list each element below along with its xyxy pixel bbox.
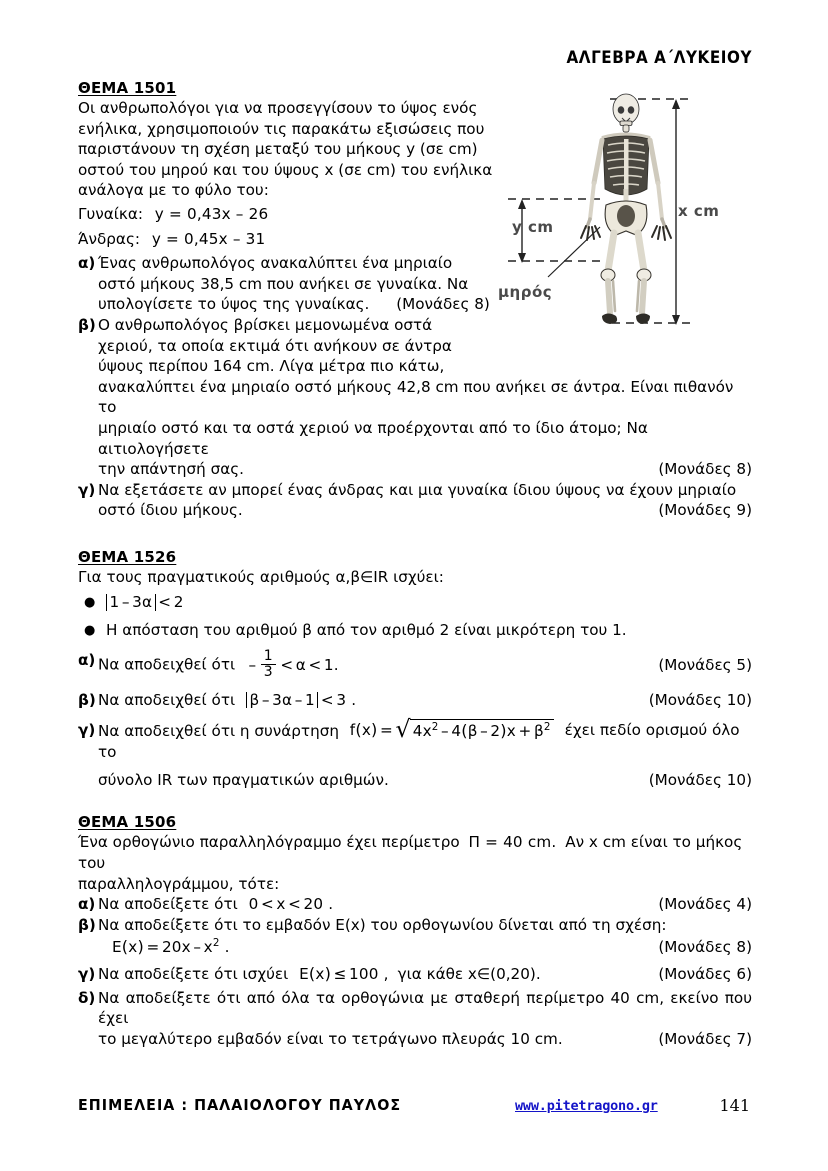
item-label-a: α) (78, 254, 96, 273)
item-c-text-before: Να αποδείξετε ότι ισχύει (98, 964, 289, 983)
item-c-text (98, 964, 541, 985)
item-c-line-2: σύνολο ΙR των πραγματικών αριθμών. (98, 770, 389, 789)
item-b-math: $E(x) = 20x - x^2$ . (112, 937, 230, 957)
item-b-line-1: Να αποδείξετε ότι το εμβαδόν Ε(x) του ορθογωνίου δίνεται από τη σχέση: (98, 915, 667, 934)
item-d-line-2: το μεγαλύτερο εμβαδόν είναι το τετράγωνο πλευράς 10 cm. (98, 1029, 563, 1048)
item-c-math: Ε(x) ≤ 100 , (299, 963, 394, 983)
problem-1526-bullet-1 (78, 592, 752, 613)
item-c-text-after: έχει πεδίο ορισμού όλο το (98, 721, 740, 762)
item-c-line-2-row (98, 770, 752, 791)
problem-1506-item-b (78, 915, 752, 958)
item-b-line-1: Ο ανθρωπολόγος βρίσκει μεμονωμένα οστά (98, 315, 433, 334)
item-b-line-2: χεριού, τα οποία εκτιμά ότι ανήκουν σε άντρα (98, 336, 452, 355)
figure-label-femur-length: y cm (512, 218, 554, 236)
item-b-line-4: ανακαλύπτει ένα μηριαίο οστό μήκους 42,8 cm που ανήκει σε άντρα. Είναι πιθανόν το (98, 377, 734, 417)
problem-1506-item-d (78, 988, 752, 1050)
bullet-dot-icon: ● (84, 595, 96, 611)
problem-1501-intro-line-2: ενήλικα, χρησιμοποιούν τις παρακάτω εξισώσεις που (78, 119, 485, 138)
intro-text-a: Ένα ορθογώνιο παραλληλόγραμμο έχει περίμετρο (78, 833, 460, 852)
item-label-c: γ) (78, 480, 96, 499)
item-a-text (98, 650, 339, 680)
item-c-text-before: Να αποδειχθεί ότι η συνάρτηση (98, 721, 339, 740)
item-b-line-3: ύψους περίπου 164 cm. Λίγα μέτρα πιο κάτω, (98, 357, 445, 376)
problem-1506-intro-line-2: παραλληλογράμμου, τότε: (78, 874, 280, 893)
item-b-marks: (Μονάδες 8) (658, 938, 752, 957)
problem-1526 (78, 547, 752, 790)
item-label-b: β) (78, 915, 96, 934)
problem-1501-intro-line-1: Οι ανθρωπολόγοι για να προσεγγίσουν το ύψος ενός (78, 99, 478, 117)
item-c-line-1 (98, 714, 752, 763)
item-c-marks: (Μονάδες 10) (648, 770, 752, 789)
item-a-text-before: Να αποδείξετε ότι (98, 895, 238, 914)
item-a-text (98, 894, 333, 915)
bullet-dot-icon: ● (84, 623, 96, 639)
equation-woman-label: Γυναίκα: (78, 204, 143, 223)
item-label-c: γ) (78, 720, 96, 739)
item-b-marks: (Μονάδες 10) (648, 690, 752, 709)
page-header-title: ΑΛΓΕΒΡΑ Α΄ΛΥΚΕΙΟΥ (566, 48, 752, 67)
item-a-line-2: οστό μήκους 38,5 cm που ανήκει σε γυναίκα. Να (98, 274, 469, 293)
problem-1506-intro-line-1 (78, 832, 752, 873)
item-c-row (98, 964, 752, 985)
page-footer (78, 1096, 752, 1122)
item-d-marks: (Μονάδες 7) (658, 1029, 752, 1048)
item-label-b: β) (78, 315, 96, 334)
item-a-line-3-row (98, 294, 752, 315)
problem-1526-item-a (78, 650, 752, 680)
problem-1501-intro-line-5: ανάλογα με το φύλο του: (78, 181, 269, 200)
problem-1526-bullet-2 (78, 620, 752, 641)
intro-text-b: Αν x cm είναι το μήκος του (78, 833, 743, 872)
problem-1506-item-c (78, 964, 752, 985)
item-b-row (98, 690, 752, 711)
item-label-d: δ) (78, 988, 96, 1007)
item-b-text-before: Να αποδειχθεί ότι (98, 690, 236, 709)
item-b-line-6-row (98, 459, 752, 480)
item-b-line-6: την απάντησή σας. (98, 460, 244, 479)
equation-woman-math: y = 0,43x – 26 (154, 204, 269, 223)
problem-1501-intro-line-4: οστού του μηρού και του ύψους x (σε cm) του ενήλικα (78, 160, 493, 179)
item-a-line-1: Ένας ανθρωπολόγος ανακαλύπτει ένα μηριαίο (98, 254, 453, 273)
equation-man-math: y = 0,45x – 31 (151, 229, 266, 248)
item-c-line-2: οστό ίδιου μήκους. (98, 501, 243, 520)
item-b-text (98, 690, 356, 711)
item-c-math: f(x) = √ $4x^2 - 4(\beta - 2)x + \beta^2$ (350, 721, 559, 739)
document-content (78, 78, 752, 1049)
item-a-marks: (Μονάδες 5) (658, 655, 752, 674)
problem-1501-item-a (78, 253, 752, 315)
item-b-marks: (Μονάδες 8) (658, 460, 752, 479)
item-b-math: β – 3α – 1 < 3 . (246, 691, 356, 709)
item-c-marks: (Μονάδες 6) (658, 964, 752, 983)
item-c-text-after: για κάθε x∈(0,20). (397, 964, 541, 983)
item-a-math: – $\frac{1}{3}$ < α < 1. (248, 648, 339, 680)
problem-1501-title: ΘΕΜΑ 1501 (78, 79, 177, 97)
item-label-c: γ) (78, 964, 96, 983)
problem-1501-item-b (78, 315, 752, 480)
footer-credit: ΕΠΙΜΕΛΕΙΑ : ΠΑΛΑΙΟΛΟΓΟΥ ΠΑΥΛΟΣ (78, 1096, 402, 1114)
bullet-2-text: Η απόσταση του αριθμού β από τον αριθμό 2 είναι μικρότερη του 1. (106, 621, 627, 640)
item-c-marks: (Μονάδες 9) (658, 501, 752, 520)
problem-1526-title: ΘΕΜΑ 1526 (78, 547, 177, 566)
item-label-b: β) (78, 690, 96, 709)
item-label-a: α) (78, 895, 96, 914)
equation-man-label: Άνδρας: (78, 229, 140, 248)
item-a-math: 0 < x < 20 . (248, 895, 334, 914)
item-a-text-before: Να αποδειχθεί ότι (98, 655, 236, 674)
problem-1526-item-c (78, 714, 752, 791)
footer-website-link[interactable]: www.pitetragono.gr (515, 1098, 658, 1114)
problem-1506-item-a (78, 894, 752, 915)
bullet-1-math: 1 – 3α < 2 (106, 592, 184, 613)
item-b-line-2-row (98, 937, 752, 958)
equation-man-row (78, 229, 752, 250)
problem-1506-title: ΘΕΜΑ 1506 (78, 813, 177, 832)
problem-1506 (78, 812, 752, 1049)
item-c-line-2-row (98, 500, 752, 521)
figure-label-height: x cm (678, 202, 720, 220)
problem-1526-item-b (78, 690, 752, 711)
item-a-row (98, 650, 752, 680)
item-d-line-1: Να αποδείξετε ότι από όλα τα ορθογώνια με σταθερή περίμετρο 40 cm, εκείνο που έχει (98, 988, 752, 1028)
intro-math: Π = 40 cm. (468, 833, 557, 852)
item-label-a: α) (78, 651, 96, 670)
problem-1501 (78, 78, 752, 521)
figure-label-femur-bone: μηρός (498, 283, 553, 301)
item-a-line-3: υπολογίσετε το ύψος της γυναίκας. (98, 295, 370, 314)
item-b-line-5: μηριαίο οστό και τα οστά χεριού να προέρχονται από το ίδιο άτομο; Να αιτιολογήσετε (98, 418, 648, 458)
item-a-marks: (Μονάδες 8) (396, 295, 490, 314)
footer-page-number: 141 (719, 1096, 750, 1115)
item-a-marks: (Μονάδες 4) (658, 895, 752, 914)
equation-woman-row (78, 204, 752, 225)
item-c-line-1: Να εξετάσετε αν μπορεί ένας άνδρας και μια γυναίκα ίδιου ύψους να έχουν μηριαίο (98, 480, 737, 499)
item-a-row (98, 894, 752, 915)
problem-1501-item-c (78, 480, 752, 521)
problem-1501-intro-line-3: παριστάνουν τη σχέση μεταξύ του μήκους y (σε cm) (78, 140, 478, 159)
problem-1526-intro: Για τους πραγματικούς αριθμούς α,β∈IR ισχύει: (78, 567, 444, 586)
item-d-line-2-row (98, 1029, 752, 1050)
